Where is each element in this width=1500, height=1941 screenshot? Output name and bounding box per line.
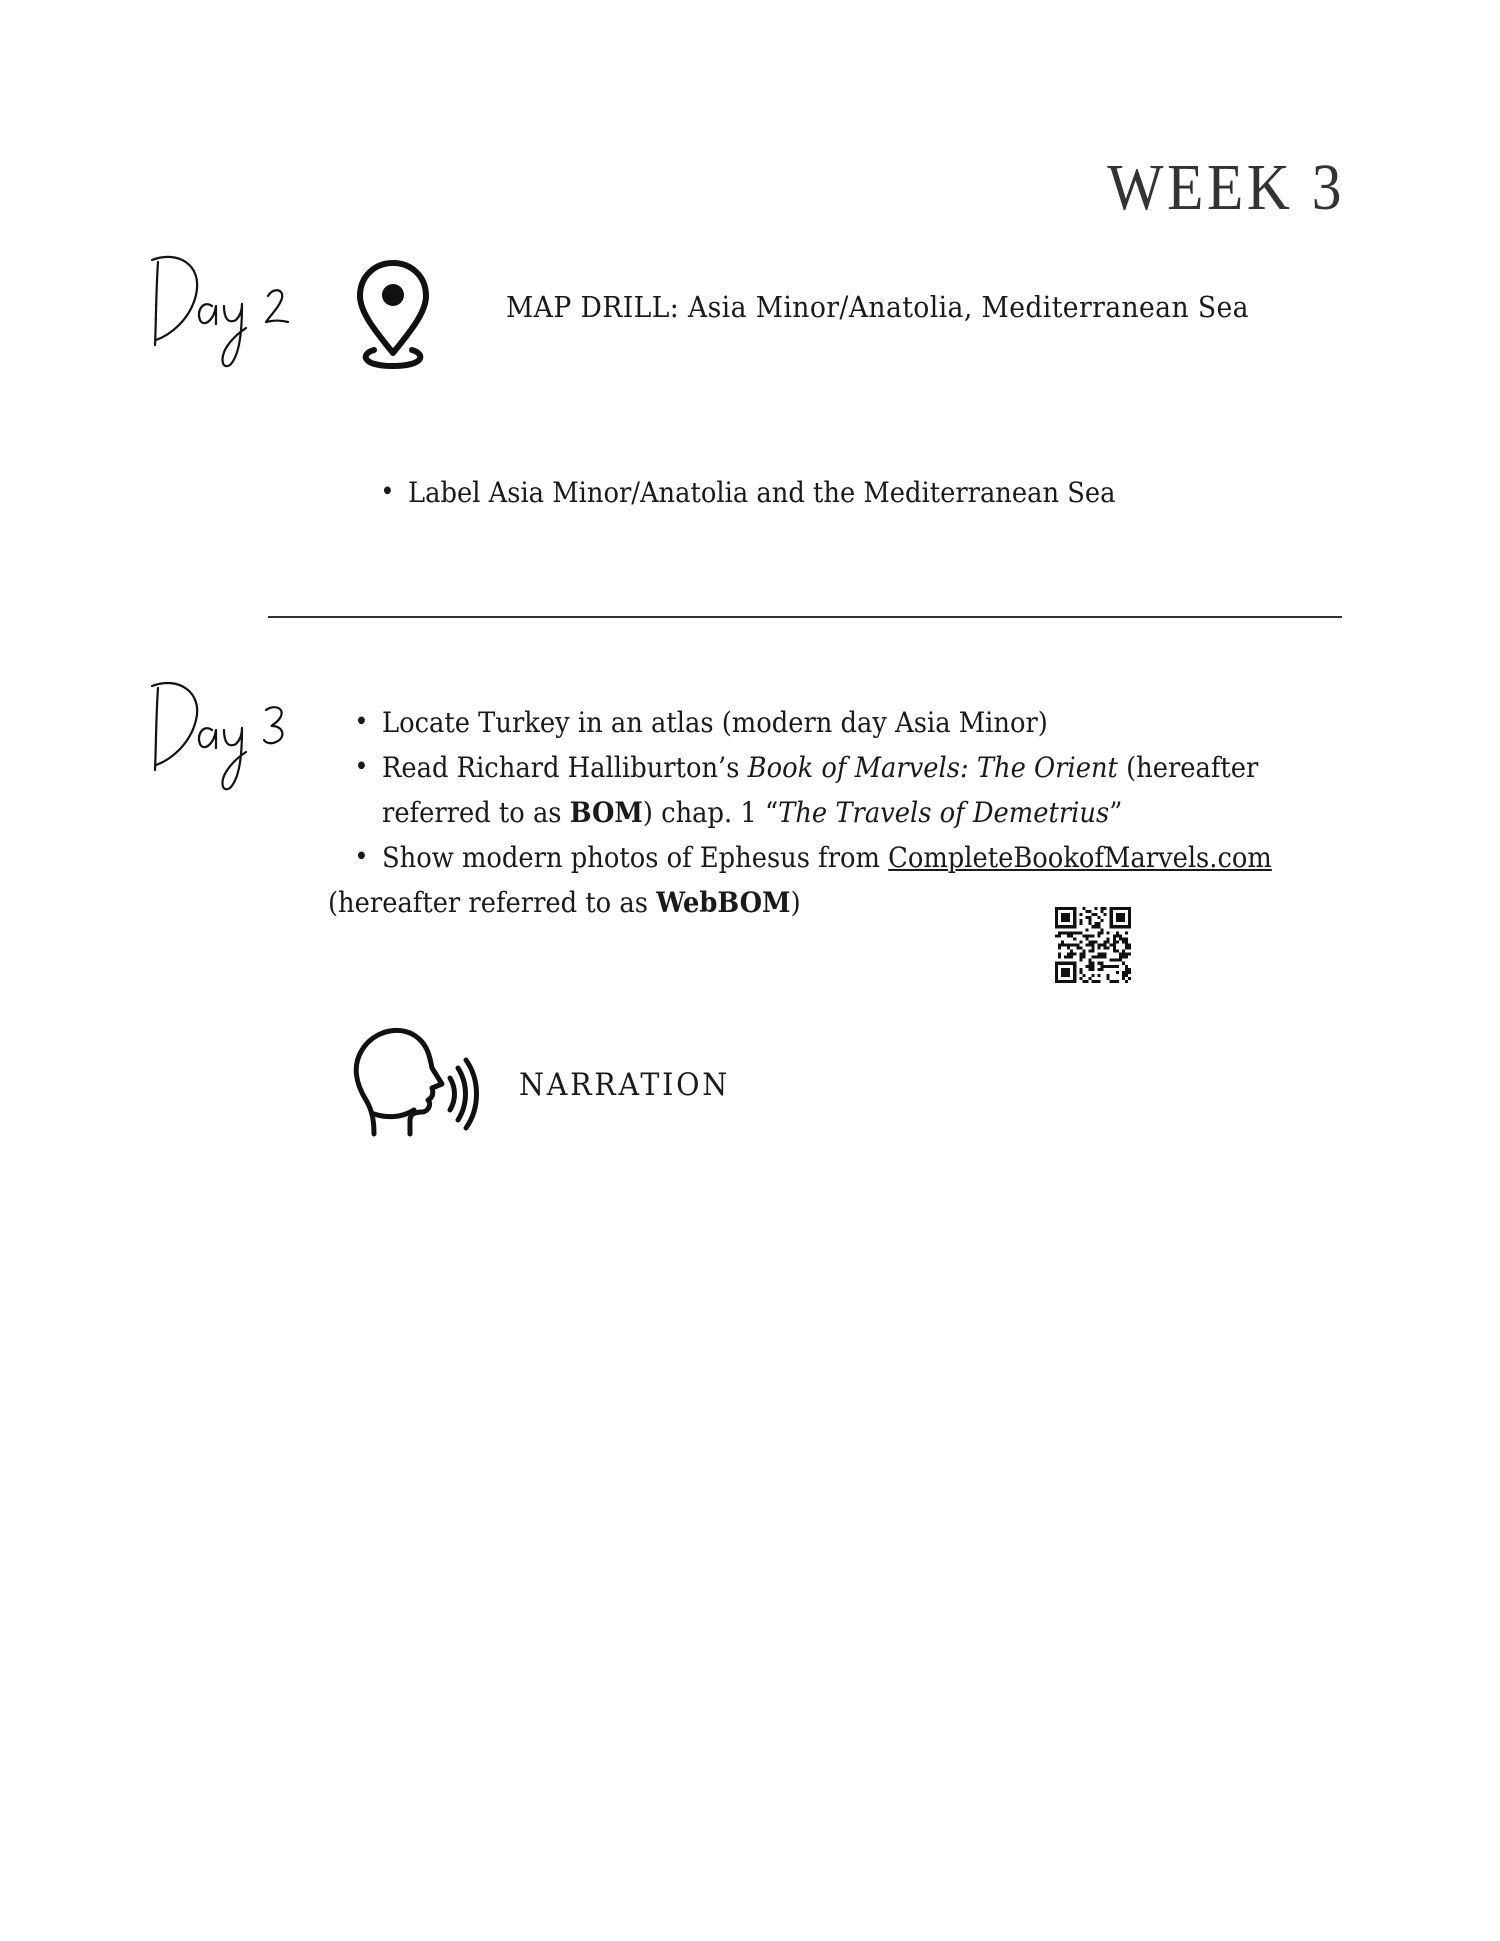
abbreviation: WebBOM <box>656 886 791 919</box>
website-link[interactable]: CompleteBookofMarvels.com <box>888 841 1272 874</box>
list-item: • Label Asia Minor/Anatolia and the Mediterranean Sea <box>408 470 1116 515</box>
list-item-continuation: (hereafter referred to as WebBOM) <box>328 886 801 919</box>
speaking-head-icon <box>352 1022 482 1146</box>
list-item: • Locate Turkey in an atlas (modern day Asia Minor) <box>382 700 1302 745</box>
list-item: • Read Richard Halliburton’s Book of Marvels: The Orient (hereafter referred to as BOM) chap. 1 “The Travels of Demetrius” <box>382 745 1302 835</box>
day-2-list <box>408 470 1116 515</box>
day-3-label <box>148 670 298 800</box>
qr-code-icon[interactable] <box>1055 907 1131 987</box>
divider <box>268 616 1342 618</box>
abbreviation: BOM <box>569 796 643 829</box>
day-2-label <box>148 240 298 380</box>
map-pin-icon <box>352 258 434 377</box>
chapter-title: The Travels of Demetrius <box>778 796 1110 829</box>
map-drill-heading: MAP DRILL: Asia Minor/Anatolia, Mediterranean Sea <box>506 290 1249 324</box>
week-title: WEEK 3 <box>1107 151 1345 224</box>
list-item: • Show modern photos of Ephesus from CompleteBookofMarvels.com <box>382 835 1302 880</box>
book-title: Book of Marvels: The Orient <box>747 751 1118 784</box>
day-3-list <box>382 700 1302 880</box>
narration-label: NARRATION <box>519 1067 731 1103</box>
